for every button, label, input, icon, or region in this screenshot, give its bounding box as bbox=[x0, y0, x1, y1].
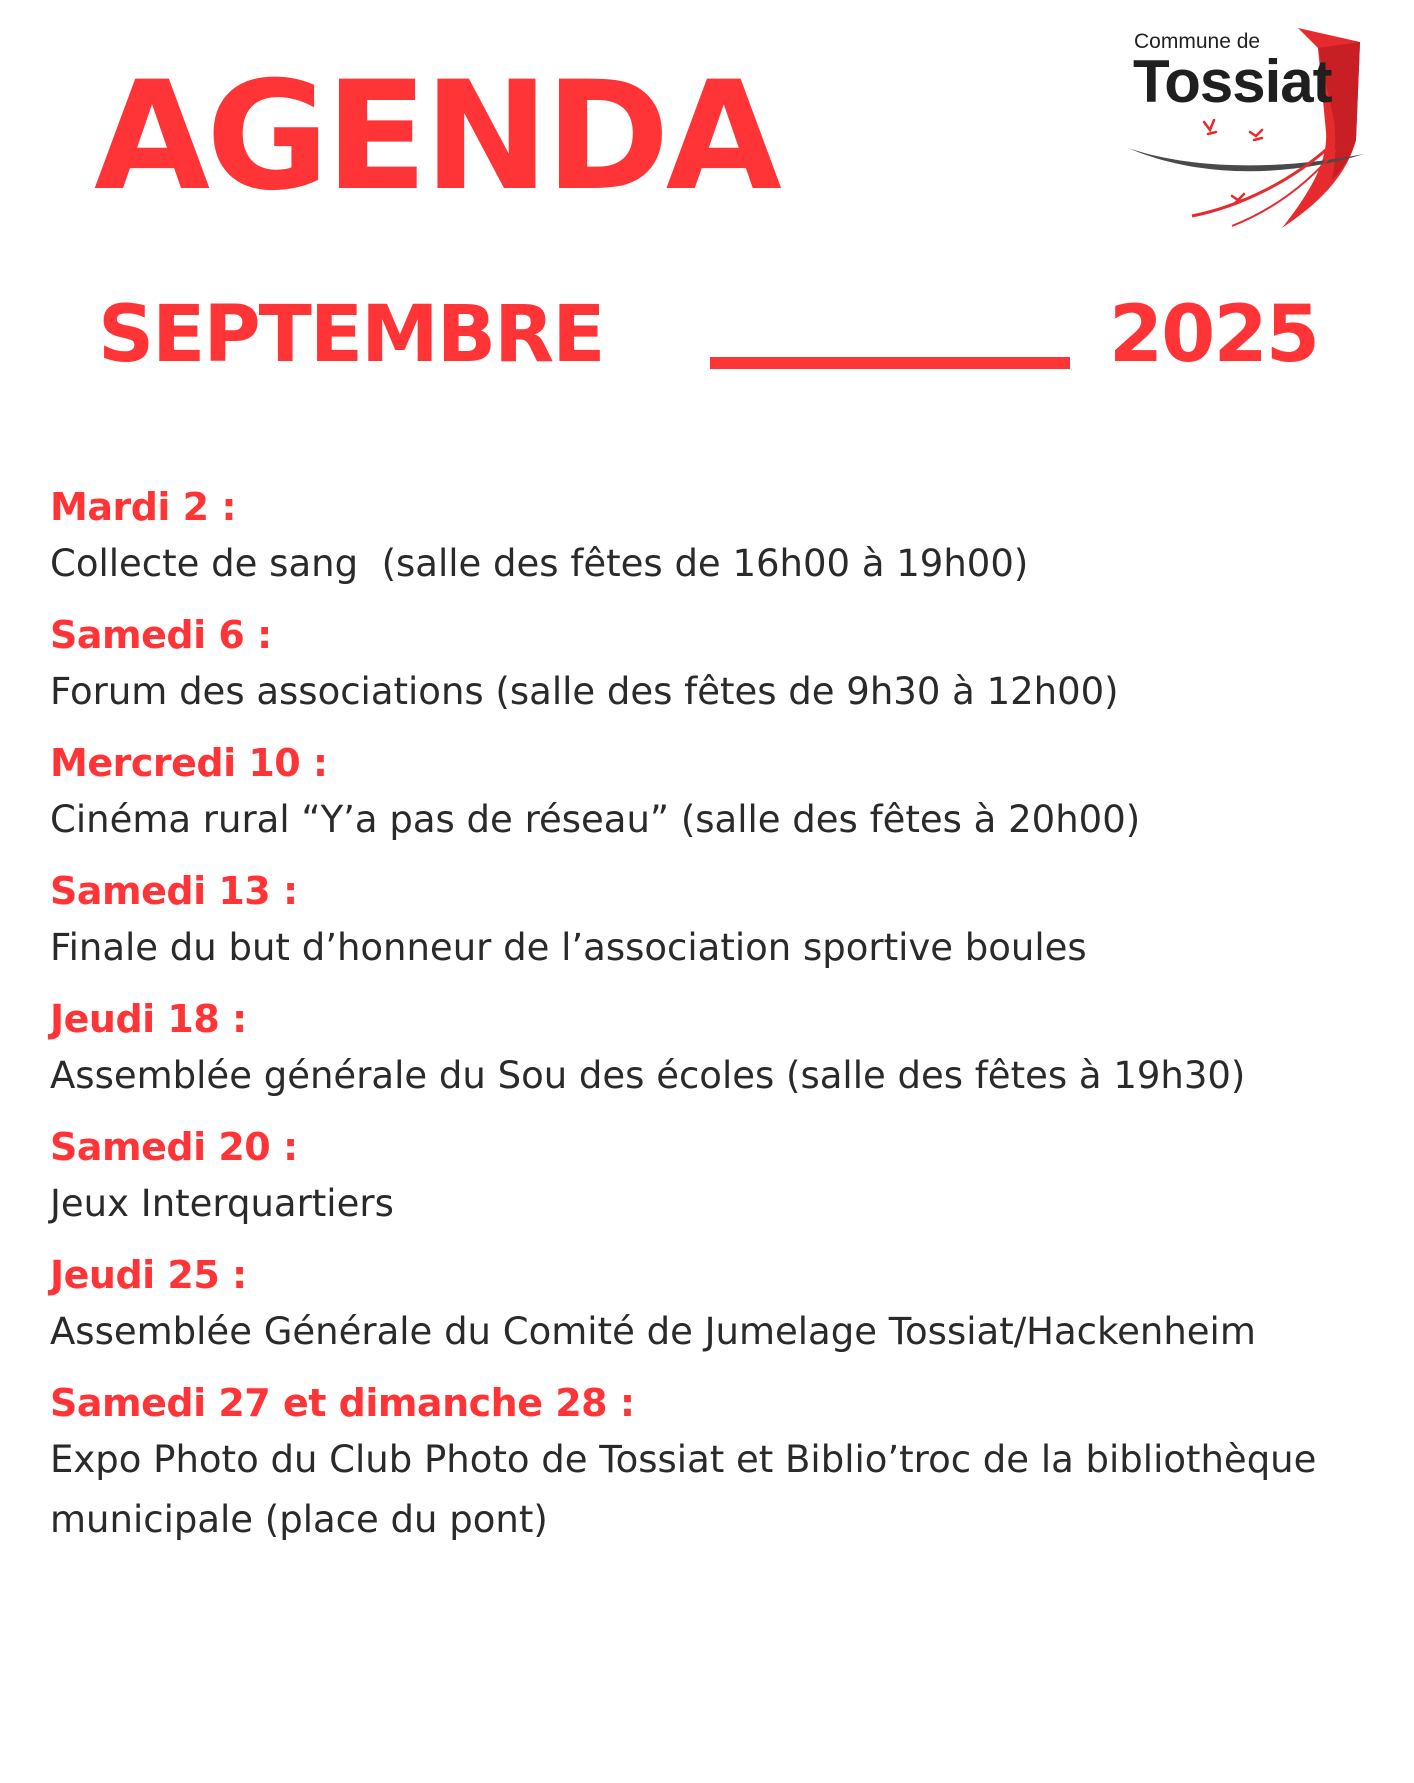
logo-name: Tossiat bbox=[1133, 48, 1332, 115]
year-label: 2025 bbox=[1108, 290, 1318, 380]
month-heading bbox=[98, 290, 1318, 396]
event-item bbox=[50, 1248, 1350, 1362]
event-item bbox=[50, 608, 1350, 722]
event-item bbox=[50, 480, 1350, 594]
event-item bbox=[50, 992, 1350, 1106]
event-item bbox=[50, 736, 1350, 850]
event-day: Mardi 2 : bbox=[50, 485, 237, 529]
event-day: Jeudi 18 : bbox=[50, 997, 247, 1041]
event-description: Jeux Interquartiers bbox=[50, 1182, 394, 1225]
event-item bbox=[50, 1120, 1350, 1234]
event-item bbox=[50, 1376, 1350, 1550]
event-description: Expo Photo du Club Photo de Tossiat et Biblio’troc de la bibliothèque municipale (place du pont) bbox=[50, 1438, 1329, 1541]
event-item bbox=[50, 864, 1350, 978]
event-day: Mercredi 10 : bbox=[50, 741, 328, 785]
month-divider bbox=[710, 357, 1070, 369]
event-description: Collecte de sang (salle des fêtes de 16h00 à 19h00) bbox=[50, 542, 1029, 585]
page-title: AGENDA bbox=[94, 50, 778, 224]
event-day: Samedi 6 : bbox=[50, 613, 272, 657]
logo-prefix: Commune de bbox=[1134, 30, 1261, 53]
event-description: Assemblée Générale du Comité de Jumelage Tossiat/Hackenheim bbox=[50, 1310, 1256, 1353]
event-day: Samedi 13 : bbox=[50, 869, 298, 913]
event-description: Forum des associations (salle des fêtes de 9h30 à 12h00) bbox=[50, 670, 1119, 713]
event-day: Samedi 20 : bbox=[50, 1125, 298, 1169]
commune-logo bbox=[1122, 20, 1366, 240]
event-list bbox=[50, 480, 1350, 1564]
month-label: SEPTEMBRE bbox=[98, 290, 604, 380]
event-description: Assemblée générale du Sou des écoles (salle des fêtes à 19h30) bbox=[50, 1054, 1246, 1097]
event-description: Cinéma rural “Y’a pas de réseau” (salle des fêtes à 20h00) bbox=[50, 798, 1141, 841]
event-description: Finale du but d’honneur de l’association sportive boules bbox=[50, 926, 1087, 969]
event-day: Samedi 27 et dimanche 28 : bbox=[50, 1381, 635, 1425]
event-day: Jeudi 25 : bbox=[50, 1253, 247, 1297]
